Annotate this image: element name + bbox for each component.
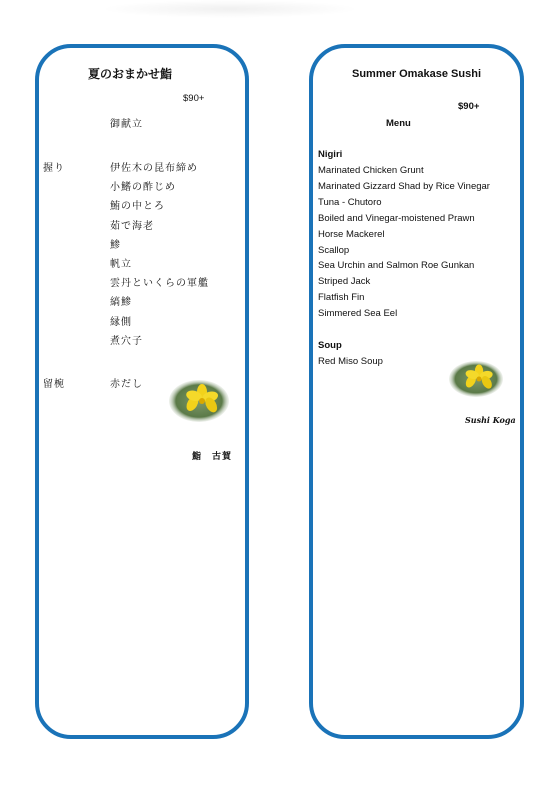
en-nigiri-item: Marinated Chicken Grunt — [318, 165, 424, 176]
jp-price: $90+ — [183, 93, 205, 104]
jp-signature: 鮨 古賀 — [192, 452, 233, 462]
top-shadow — [100, 0, 360, 18]
en-nigiri-item: Boiled and Vinegar-moistened Prawn — [318, 212, 475, 224]
jp-nigiri-item: 雲丹といくらの軍艦 — [110, 278, 209, 290]
jp-subtitle: 御献立 — [110, 119, 143, 130]
en-nigiri-item: Scallop — [318, 244, 350, 256]
en-nigiri-item: Striped Jack — [318, 276, 371, 288]
en-nigiri-item: Simmered Sea Eel — [318, 308, 398, 320]
jp-nigiri-item: 伊佐木の昆布締め — [110, 163, 198, 174]
flower-icon — [448, 360, 504, 398]
en-price: $90+ — [458, 101, 480, 112]
jp-nigiri-item: 小鰭の酢じめ — [110, 182, 176, 194]
en-signature: Sushi Koga — [465, 415, 516, 425]
jp-section-nigiri: 握り — [43, 163, 65, 174]
en-title: Summer Omakase Sushi — [352, 68, 482, 80]
jp-section-soup: 留椀 — [43, 379, 65, 390]
en-nigiri-item: Marinated Gizzard Shad by Rice Vinegar — [318, 180, 490, 192]
en-section-nigiri: Nigiri — [318, 149, 343, 160]
jp-soup-item: 赤だし — [110, 379, 143, 390]
jp-title: 夏のおまかせ鮨 — [88, 67, 173, 81]
jp-nigiri-item: 茹で海老 — [110, 220, 154, 232]
jp-nigiri-item: 帆立 — [110, 259, 132, 270]
jp-nigiri-item: 縁側 — [110, 316, 132, 328]
en-section-soup: Soup — [318, 340, 342, 351]
en-nigiri-item: Sea Urchin and Salmon Roe Gunkan — [318, 260, 475, 272]
en-nigiri-item: Horse Mackerel — [318, 228, 385, 240]
en-soup-item: Red Miso Soup — [318, 356, 383, 367]
jp-nigiri-item: 縞鯵 — [110, 297, 132, 309]
en-subtitle: Menu — [386, 118, 411, 129]
en-nigiri-item: Flatfish Fin — [318, 292, 365, 304]
flower-icon — [168, 379, 230, 423]
jp-nigiri-item: 鮪の中とろ — [110, 201, 165, 213]
en-nigiri-item: Tuna - Chutoro — [318, 196, 382, 208]
jp-nigiri-item: 鯵 — [110, 239, 121, 251]
jp-nigiri-item: 煮穴子 — [110, 335, 143, 347]
